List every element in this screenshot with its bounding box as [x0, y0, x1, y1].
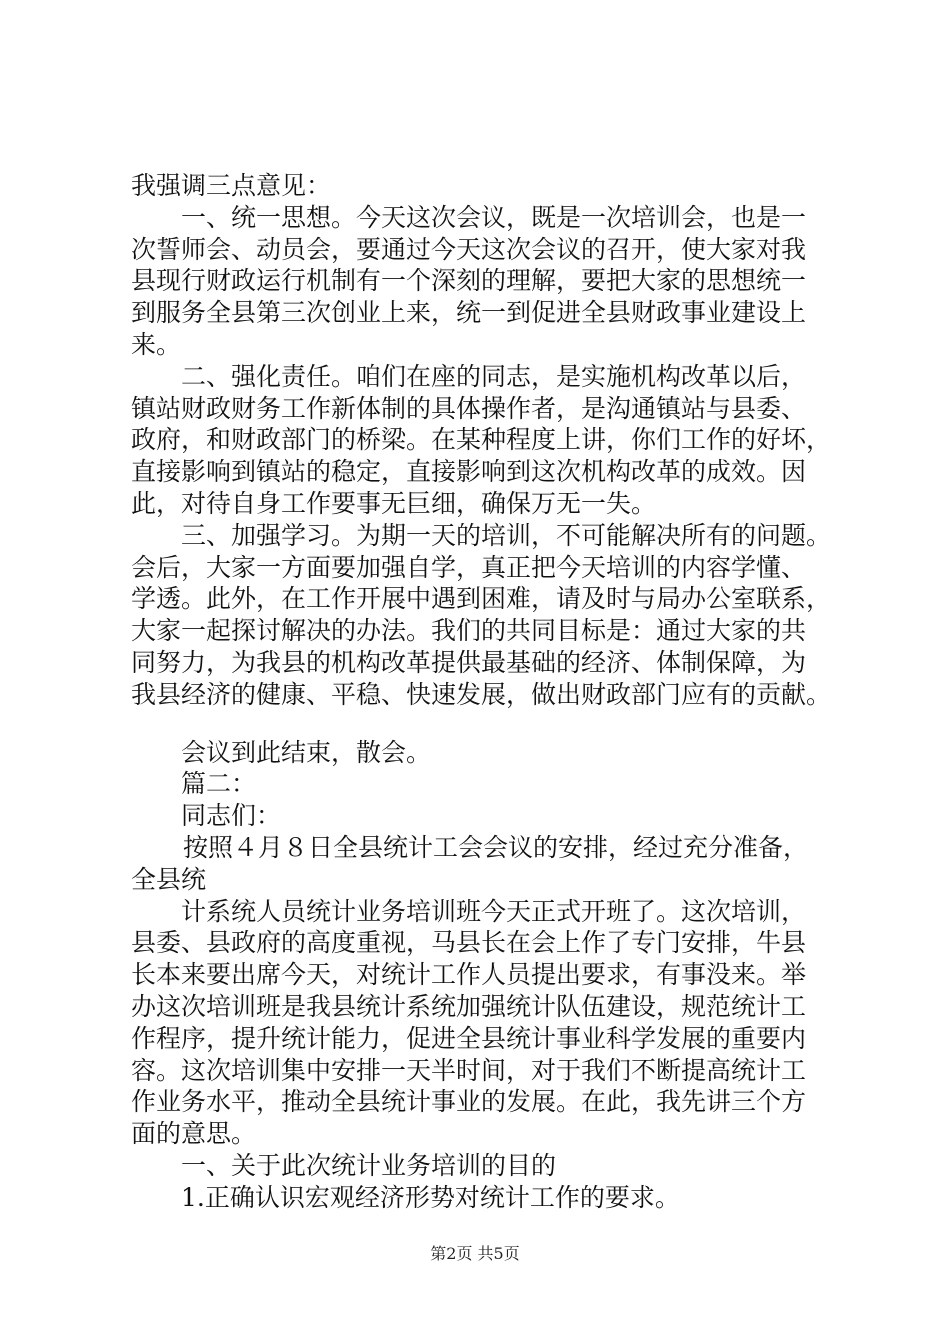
paragraph-line: 我强调三点意见：	[131, 171, 332, 200]
paragraph-line: 会后，大家一方面要加强自学，真正把今天培训的内容学懂、	[131, 552, 807, 582]
paragraph-line: 办这次培训班是我县统计系统加强统计队伍建设，规范统计工	[131, 991, 807, 1021]
paragraph-line: 次誓师会、动员会，要通过今天这次会议的召开，使大家对我	[131, 234, 807, 264]
paragraph-line: 县现行财政运行机制有一个深刻的理解，要把大家的思想统一	[131, 266, 807, 296]
paragraph-line: 政府，和财政部门的桥梁。在某种程度上讲，你们工作的好坏，	[131, 425, 832, 455]
paragraph-line: 容。这次培训集中安排一天半时间，对于我们不断提高统计工	[131, 1055, 807, 1085]
paragraph-line: 二、强化责任。咱们在座的同志，是实施机构改革以后，	[181, 361, 807, 391]
paragraph-line: 作程序，提升统计能力，促进全县统计事业科学发展的重要内	[131, 1023, 807, 1053]
paragraph-line: 县委、县政府的高度重视，马县长在会上作了专门安排，牛县	[131, 928, 807, 958]
paragraph-spacer	[131, 711, 831, 737]
paragraph-line: 按照４月８日全县统计工会会议的安排，经过充分准备，	[183, 832, 809, 862]
paragraph-line: 作业务水平，推动全县统计事业的发展。在此，我先讲三个方	[131, 1087, 807, 1117]
paragraph-line: 计系统人员统计业务培训班今天正式开班了。这次培训，	[181, 896, 807, 926]
section-heading: 篇二：	[181, 769, 257, 799]
paragraph-line: 同努力，为我县的机构改革提供最基础的经济、体制保障，为	[131, 647, 807, 677]
paragraph-line: 大家一起探讨解决的办法。我们的共同目标是：通过大家的共	[131, 616, 807, 646]
page-footer: 第2页 共5页	[430, 1244, 520, 1263]
salutation: 同志们：	[181, 801, 282, 831]
document-body	[131, 170, 831, 1214]
paragraph-line: 三、加强学习。为期一天的培训，不可能解决所有的问题。	[181, 520, 832, 550]
paragraph-line: 会议到此结束，散会。	[181, 737, 432, 767]
paragraph-line: 到服务全县第三次创业上来，统一到促进全县财政事业建设上	[131, 298, 807, 328]
paragraph-line: 全县统	[131, 864, 207, 894]
paragraph-line: 学透。此外，在工作开展中遇到困难，请及时与局办公室联系，	[131, 584, 832, 614]
list-item: 1.正确认识宏观经济形势对统计工作的要求。	[181, 1182, 680, 1212]
subsection-heading: 一、关于此次统计业务培训的目的	[181, 1150, 557, 1180]
paragraph-line: 镇站财政财务工作新体制的具体操作者，是沟通镇站与县委、	[131, 393, 807, 423]
paragraph-line: 我县经济的健康、平稳、快速发展，做出财政部门应有的贡献。	[131, 679, 832, 709]
paragraph-line: 长本来要出席今天，对统计工作人员提出要求，有事没来。举	[131, 960, 807, 990]
paragraph-line: 此，对待自身工作要事无巨细，确保万无一失。	[131, 488, 657, 518]
paragraph-line: 一、统一思想。今天这次会议，既是一次培训会，也是一	[181, 202, 807, 232]
paragraph-line: 直接影响到镇站的稳定，直接影响到这次机构改革的成效。因	[131, 457, 807, 487]
paragraph-line: 面的意思。	[131, 1119, 257, 1149]
paragraph-line: 来。	[131, 329, 182, 359]
